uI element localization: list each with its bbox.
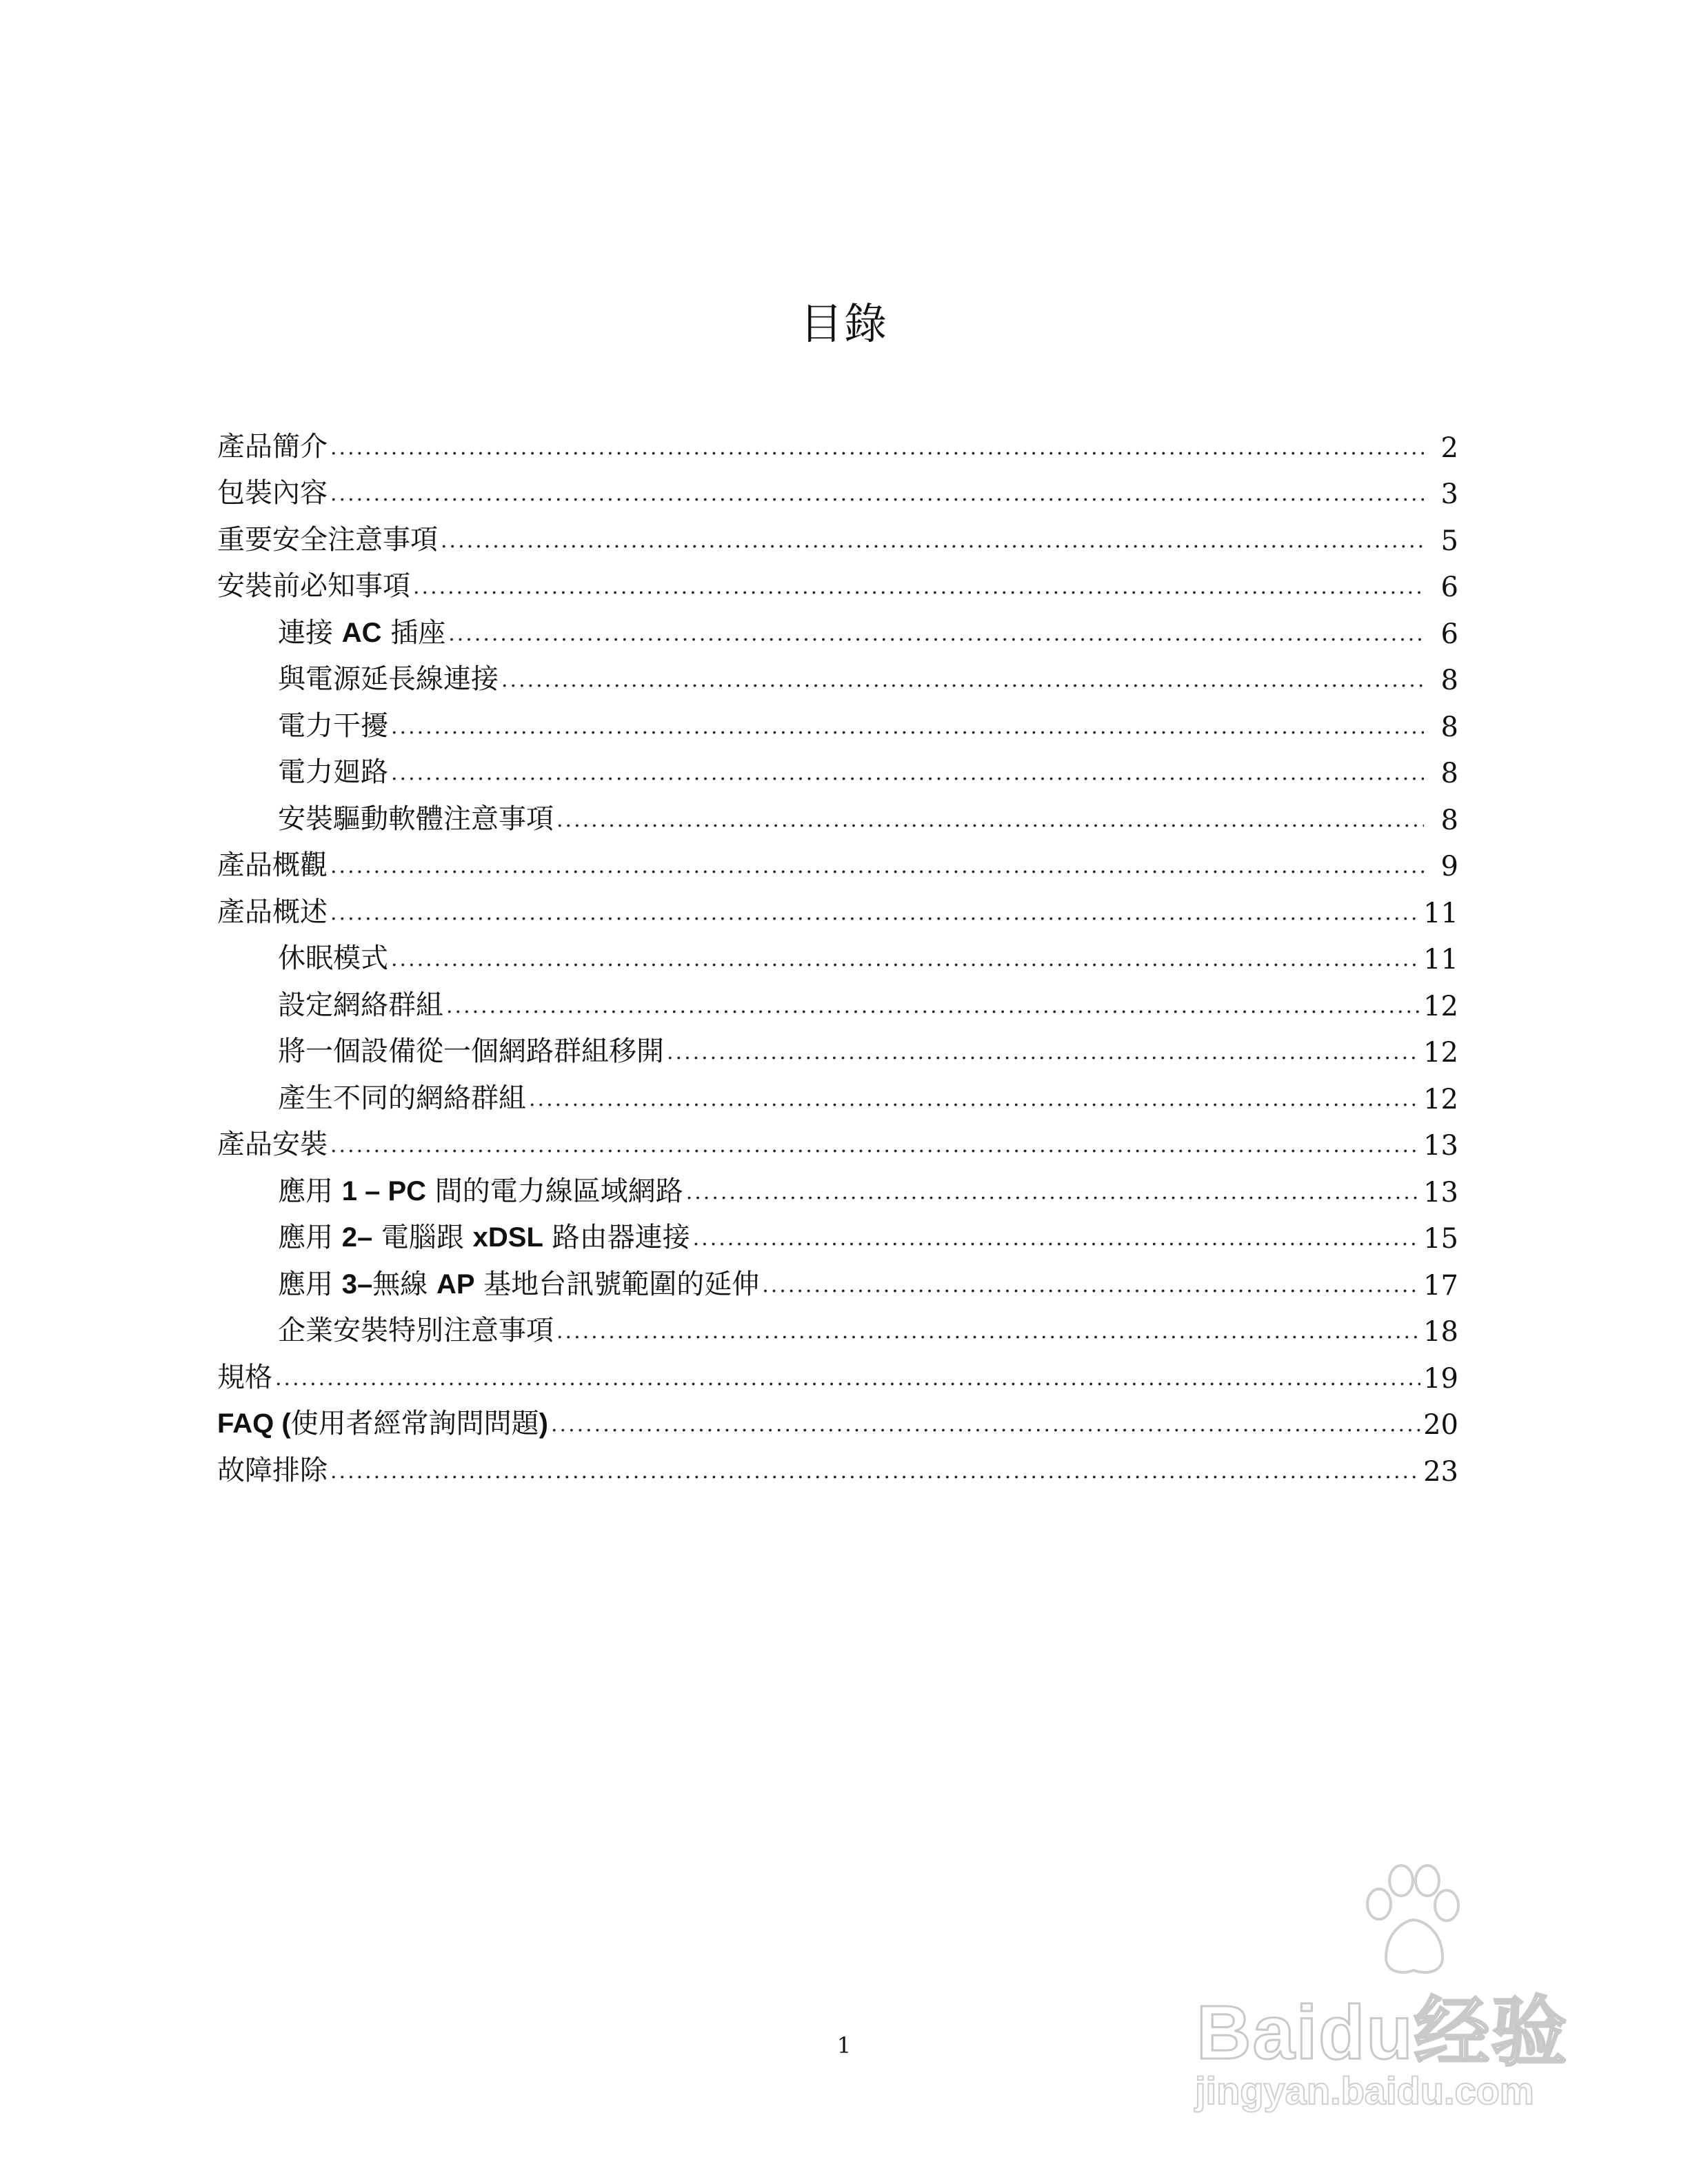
toc-leader-dots (448, 622, 1424, 650)
toc-entry-title-segment: 3– (341, 1268, 373, 1300)
toc-entry[interactable] (217, 557, 1458, 604)
toc-entry-page: 8 (1440, 804, 1458, 836)
toc-entry-title-segment: 應用 (278, 1268, 342, 1300)
toc-entry-title (217, 564, 410, 603)
toc-entry[interactable] (217, 1348, 1458, 1395)
toc-entry-title-segment: 設定網絡群組 (278, 989, 443, 1021)
toc-entry-title-segment: 連接 (278, 616, 342, 649)
toc-leader-dots (391, 761, 1424, 789)
toc-leader-dots (330, 1459, 1420, 1488)
toc-entry[interactable] (217, 929, 1458, 976)
toc-entry-title-segment: 應用 (278, 1222, 342, 1253)
toc-entry-title-segment: 故障排除 (217, 1454, 328, 1486)
toc-entry-title-segment: 產品概述 (217, 896, 328, 928)
toc-entry-title (217, 1448, 328, 1488)
toc-leader-dots (446, 994, 1420, 1022)
toc-entry[interactable] (217, 1115, 1458, 1162)
toc-entry-title (278, 797, 554, 836)
toc-entry-title-segment: 間的電力線區域網路 (426, 1175, 683, 1207)
toc-entry-page: 20 (1423, 1409, 1458, 1441)
toc-entry-page: 19 (1423, 1362, 1458, 1395)
toc-entry-title (217, 890, 328, 929)
toc-entry-title-segment: AP (436, 1268, 475, 1300)
toc-leader-dots (413, 575, 1424, 603)
toc-entry-title-segment: 產品簡介 (217, 430, 328, 463)
toc-leader-dots (556, 1320, 1420, 1348)
toc-leader-dots (686, 1180, 1420, 1209)
toc-entry-title-segment: 插座 (381, 616, 446, 649)
toc-entry-title-segment: 電力廻路 (278, 756, 388, 788)
toc-entry-title-segment: 安裝驅動軟體注意事項 (278, 802, 554, 835)
toc-entry[interactable] (217, 1209, 1458, 1255)
toc-entry[interactable] (217, 1302, 1458, 1348)
toc-entry-title-segment: 電腦跟 (372, 1222, 473, 1253)
toc-entry-title (278, 1169, 683, 1209)
toc-entry[interactable] (217, 464, 1458, 511)
toc-entry[interactable] (217, 882, 1458, 929)
toc-entry-page: 18 (1423, 1316, 1458, 1348)
toc-leader-dots (391, 715, 1424, 743)
toc-entry-title (278, 936, 388, 975)
toc-entry-title-segment: 休眠模式 (278, 942, 388, 974)
toc-entry-page: 3 (1440, 478, 1458, 510)
toc-entry-page: 13 (1423, 1176, 1458, 1209)
toc-entry[interactable] (217, 1255, 1458, 1302)
toc-entry-title-segment: 路由器連接 (543, 1222, 690, 1253)
toc-entry-title-segment: 無線 (372, 1268, 436, 1300)
toc-entry[interactable] (217, 1441, 1458, 1488)
toc-entry-title-segment: 包裝內容 (217, 477, 328, 509)
toc-leader-dots (275, 1366, 1420, 1395)
toc-entry-title-segment: 應用 (278, 1175, 342, 1207)
toc-leader-dots (330, 854, 1424, 882)
toc-entry-title (217, 518, 438, 557)
toc-entry-title-segment: 1 – PC (341, 1175, 427, 1206)
toc-entry-title-segment: 產品概觀 (217, 849, 328, 881)
toc-leader-dots (667, 1040, 1420, 1069)
toc-entry-page: 12 (1423, 990, 1458, 1022)
toc-entry-title-segment: 電力干擾 (278, 709, 388, 742)
toc-leader-dots (556, 808, 1424, 836)
toc-entry-page: 8 (1440, 665, 1458, 696)
toc-entry[interactable] (217, 1022, 1458, 1069)
toc-entry-page: 2 (1440, 432, 1458, 464)
toc-leader-dots (693, 1226, 1420, 1255)
toc-leader-dots (529, 1087, 1420, 1115)
toc-entry-title-segment: FAQ ( (217, 1408, 291, 1439)
toc-entry-page: 12 (1423, 1037, 1458, 1069)
toc-entry[interactable] (217, 975, 1458, 1022)
toc-entry-title (278, 1308, 554, 1348)
toc-leader-dots (762, 1273, 1420, 1302)
toc-entry-title-segment: 產品安裝 (217, 1129, 328, 1160)
table-of-contents (217, 417, 1458, 1488)
toc-entry[interactable] (217, 743, 1458, 790)
toc-leader-dots (330, 901, 1420, 929)
toc-entry-title (217, 1402, 548, 1441)
toc-entry-title-segment: 重要安全注意事項 (217, 523, 438, 556)
toc-entry-page: 12 (1423, 1083, 1458, 1115)
toc-entry[interactable] (217, 1395, 1458, 1442)
toc-entry-title-segment: 基地台訊號範圍的延伸 (474, 1268, 760, 1300)
toc-entry-page: 23 (1423, 1455, 1458, 1488)
toc-entry-page: 11 (1423, 944, 1458, 975)
toc-entry[interactable] (217, 1162, 1458, 1209)
toc-leader-dots (391, 947, 1420, 975)
toc-entry-title (217, 425, 328, 464)
toc-entry-title-segment: 企業安裝特別注意事項 (278, 1315, 554, 1346)
toc-leader-dots (330, 1133, 1420, 1162)
toc-entry-title-segment: 將一個設備從一個網路群組移開 (278, 1035, 664, 1067)
page-title: 目錄 (799, 299, 888, 349)
toc-entry[interactable] (217, 510, 1458, 557)
toc-entry-page: 6 (1440, 572, 1458, 603)
toc-entry[interactable] (217, 603, 1458, 650)
watermark-logo-text: Baidu经验 (1196, 1990, 1569, 2075)
toc-entry-page: 13 (1423, 1130, 1458, 1162)
watermark-url: jingyan.baidu.com (1195, 2069, 1534, 2112)
toc-leader-dots (551, 1413, 1420, 1441)
toc-entry[interactable] (217, 417, 1458, 464)
paw-icon (1358, 1861, 1462, 1979)
toc-leader-dots (330, 436, 1424, 464)
toc-entry-title-segment: AC (341, 617, 382, 648)
page-number: 1 (836, 2032, 852, 2059)
toc-entry[interactable] (217, 650, 1458, 697)
toc-entry[interactable] (217, 836, 1458, 883)
toc-entry-page: 8 (1440, 758, 1458, 789)
toc-entry-title-segment: 產生不同的網絡群組 (278, 1082, 526, 1114)
toc-leader-dots (441, 529, 1424, 557)
toc-entry-title-segment: 與電源延長線連接 (278, 663, 499, 695)
toc-entry-title-segment: xDSL (472, 1222, 543, 1253)
toc-entry-title (217, 843, 328, 882)
toc-entry[interactable] (217, 789, 1458, 836)
toc-entry-title-segment: 2– (341, 1222, 373, 1253)
toc-entry-title (278, 704, 388, 743)
toc-entry-title-segment: 規格 (217, 1361, 272, 1393)
toc-entry-title (217, 1122, 328, 1162)
toc-entry[interactable] (217, 696, 1458, 743)
toc-entry-page: 8 (1440, 711, 1458, 743)
toc-entry-title (278, 611, 445, 650)
toc-entry-page: 11 (1423, 897, 1458, 929)
toc-leader-dots (330, 482, 1424, 510)
toc-entry-page: 6 (1440, 618, 1458, 650)
baidu-watermark (1176, 1861, 1576, 2123)
toc-entry-title (278, 1215, 690, 1255)
toc-entry-page: 15 (1423, 1223, 1458, 1255)
toc-entry-page: 17 (1423, 1269, 1458, 1302)
toc-entry-page: 9 (1440, 851, 1458, 882)
toc-entry-title (278, 1029, 664, 1069)
toc-entry[interactable] (217, 1069, 1458, 1115)
toc-entry-title (278, 657, 499, 696)
toc-entry-title-segment: 使用者經常詢問問題 (290, 1408, 539, 1439)
toc-leader-dots (501, 668, 1424, 696)
toc-entry-page: 5 (1440, 525, 1458, 557)
toc-entry-title (217, 1355, 272, 1395)
toc-entry-title (278, 1262, 759, 1302)
toc-entry-title (217, 471, 328, 510)
toc-entry-title-segment: 安裝前必知事項 (217, 570, 410, 602)
toc-entry-title-segment: ) (539, 1408, 548, 1439)
toc-entry-title (278, 983, 443, 1022)
toc-entry-title (278, 1076, 526, 1115)
toc-entry-title (278, 750, 388, 789)
